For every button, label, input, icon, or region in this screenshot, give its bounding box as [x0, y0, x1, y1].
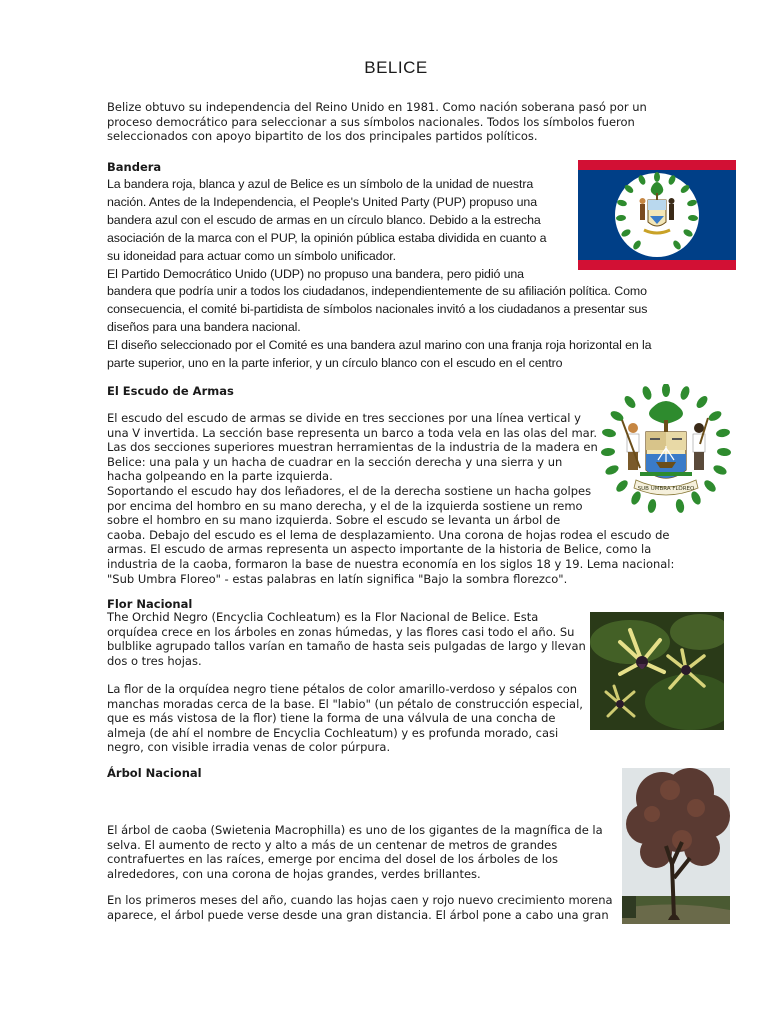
text-line: bandera azul con el escudo de armas en un círculo blanco. Debido a la estrecha	[107, 212, 541, 227]
text-line: El Partido Democrático Unido (UDP) no propuso una bandera, pero pidió una	[107, 266, 524, 281]
text-line: almeja (de ahí el nombre de Encyclia Cochleatum) y es profunda morado, casi	[107, 725, 559, 740]
text-line: parte superior, uno en la parte inferior, y un círculo blanco con el escudo en el centro	[107, 356, 563, 371]
flor-paragraph-1	[107, 610, 586, 668]
black-orchid-image	[590, 612, 724, 730]
text-line: selva. El aumento de recto y alto a más de un centenar de metros de grandes	[107, 837, 558, 852]
text-line: Belize obtuvo su independencia del Reino Unido en 1981. Como nación soberana pasó por un	[107, 100, 647, 114]
text-line: El diseño seleccionado por el Comité es una bandera azul marino con una franja roja horizontal en la	[107, 338, 652, 353]
arbol-paragraph-2	[107, 893, 613, 922]
text-line: diseños para una bandera nacional.	[107, 320, 301, 335]
page-title: BELICE	[364, 58, 428, 77]
text-line: Belice: una pala y un hacha de cuadrar en la sección derecha y una sierra y un	[107, 454, 563, 469]
text-line: asociación de la marca con el PUP, la opinión pública estaba dividida en cuanto a	[107, 230, 547, 245]
text-line: caoba. Debajo del escudo es el lema de desplazamiento. Una corona de hojas rodea el escudo de	[107, 527, 670, 542]
shield	[646, 432, 686, 478]
text-line: alrededores, con una corona de hojas grandes, verdes brillantes.	[107, 866, 481, 881]
intro-paragraph	[107, 100, 647, 144]
text-line: consecuencia, el comité bi-partidista de símbolos nacionales invitó a los ciudadanos a presentar sus	[107, 302, 648, 317]
text-line: bandera que podría unir a todos los ciudadanos, independientemente de su afiliación política. Como	[107, 284, 647, 299]
arbol-heading: Árbol Nacional	[107, 766, 202, 780]
text-line: negro, con visible irradia venas de color púrpura.	[107, 740, 391, 755]
text-line: "Sub Umbra Floreo" - estas palabras en latín significa "Bajo la sombra florezco".	[107, 571, 568, 586]
text-line: industria de la caoba, formaron la base de nuestra economía en los siglos 18 y 19. Lema nacional:	[107, 556, 675, 571]
text-line: Las dos secciones superiores muestran herramientas de la industria de la madera en	[107, 440, 598, 455]
text-line: aparece, el árbol puede verse desde una gran distancia. El árbol pone a cabo una gran	[107, 907, 609, 922]
flor-paragraph-2	[107, 682, 583, 755]
coat-of-arms-image	[600, 384, 732, 516]
text-line: sobre el hombro en su mano izquierda. Sobre el escudo se levanta un árbol de	[107, 513, 561, 528]
escudo-heading: El Escudo de Armas	[107, 384, 234, 398]
belize-flag-image	[578, 160, 736, 270]
text-line: dos o tres hojas.	[107, 653, 202, 668]
text-line: hacha golpeando en la parte izquierda.	[107, 469, 333, 484]
text-line: que es más vistosa de la flor) tiene la forma de una válvula de una concha de	[107, 711, 556, 726]
text-line: bulblike agrupado tallos varían en tamaño de hasta seis pulgadas de largo y llevan	[107, 639, 586, 654]
text-line: manchas moradas cerca de la base. El "labio" (un pétalo de construcción especial,	[107, 696, 583, 711]
text-line: La bandera roja, blanca y azul de Belice es un símbolo de la unidad de nuestra	[107, 177, 534, 191]
bandera-paragraph	[107, 176, 651, 373]
text-line: El escudo del escudo de armas se divide en tres secciones por una línea vertical y	[107, 411, 581, 425]
mahogany-tree-image	[622, 768, 730, 924]
text-line: contrafuertes en las raíces, emerge por encima del dosel de los árboles de los	[107, 852, 558, 867]
arbol-paragraph-1	[107, 823, 603, 881]
text-line: La flor de la orquídea negro tiene pétalos de color amarillo-verdoso y sépalos con	[107, 682, 578, 696]
text-line: seleccionados con apoyo bipartito de los dos principales partidos políticos.	[107, 129, 538, 144]
text-line: por encima del hombro en su mano derecha, y el de la izquierda sostiene un remo	[107, 498, 583, 513]
escudo-paragraph	[107, 411, 674, 586]
flor-heading: Flor Nacional	[107, 597, 193, 611]
text-line: armas. El escudo de armas representa un aspecto importante de la historia de Belice, como la	[107, 542, 652, 557]
text-line: nación. Antes de la Independencia, el People's United Party (PUP) propuso una	[107, 194, 537, 209]
text-line: una V invertida. La sección base representa un barco a toda vela en las olas del mar.	[107, 425, 598, 440]
text-line: su idoneidad para actuar como un símbolo unificador.	[107, 248, 396, 263]
text-line: proceso democrático para seleccionar a sus símbolos nacionales. Todos los símbolos fueron	[107, 114, 635, 129]
bandera-heading: Bandera	[107, 160, 162, 174]
text-line: The Orchid Negro (Encyclia Cochleatum) es la Flor Nacional de Belice. Esta	[107, 610, 539, 624]
text-line: En los primeros meses del año, cuando las hojas caen y rojo nuevo crecimiento morena	[107, 893, 613, 907]
text-line: orquídea crece en los árboles en zonas húmedas, y las flores casi todo el año. Su	[107, 624, 575, 639]
text-line: El árbol de caoba (Swietenia Macrophilla) es uno de los gigantes de la magnífica de la	[107, 823, 603, 837]
text-line: Soportando el escudo hay dos leñadores, el de la derecha sostiene un hacha golpes	[107, 483, 592, 498]
motto-text: SUB UMBRA FLOREO	[637, 486, 695, 492]
